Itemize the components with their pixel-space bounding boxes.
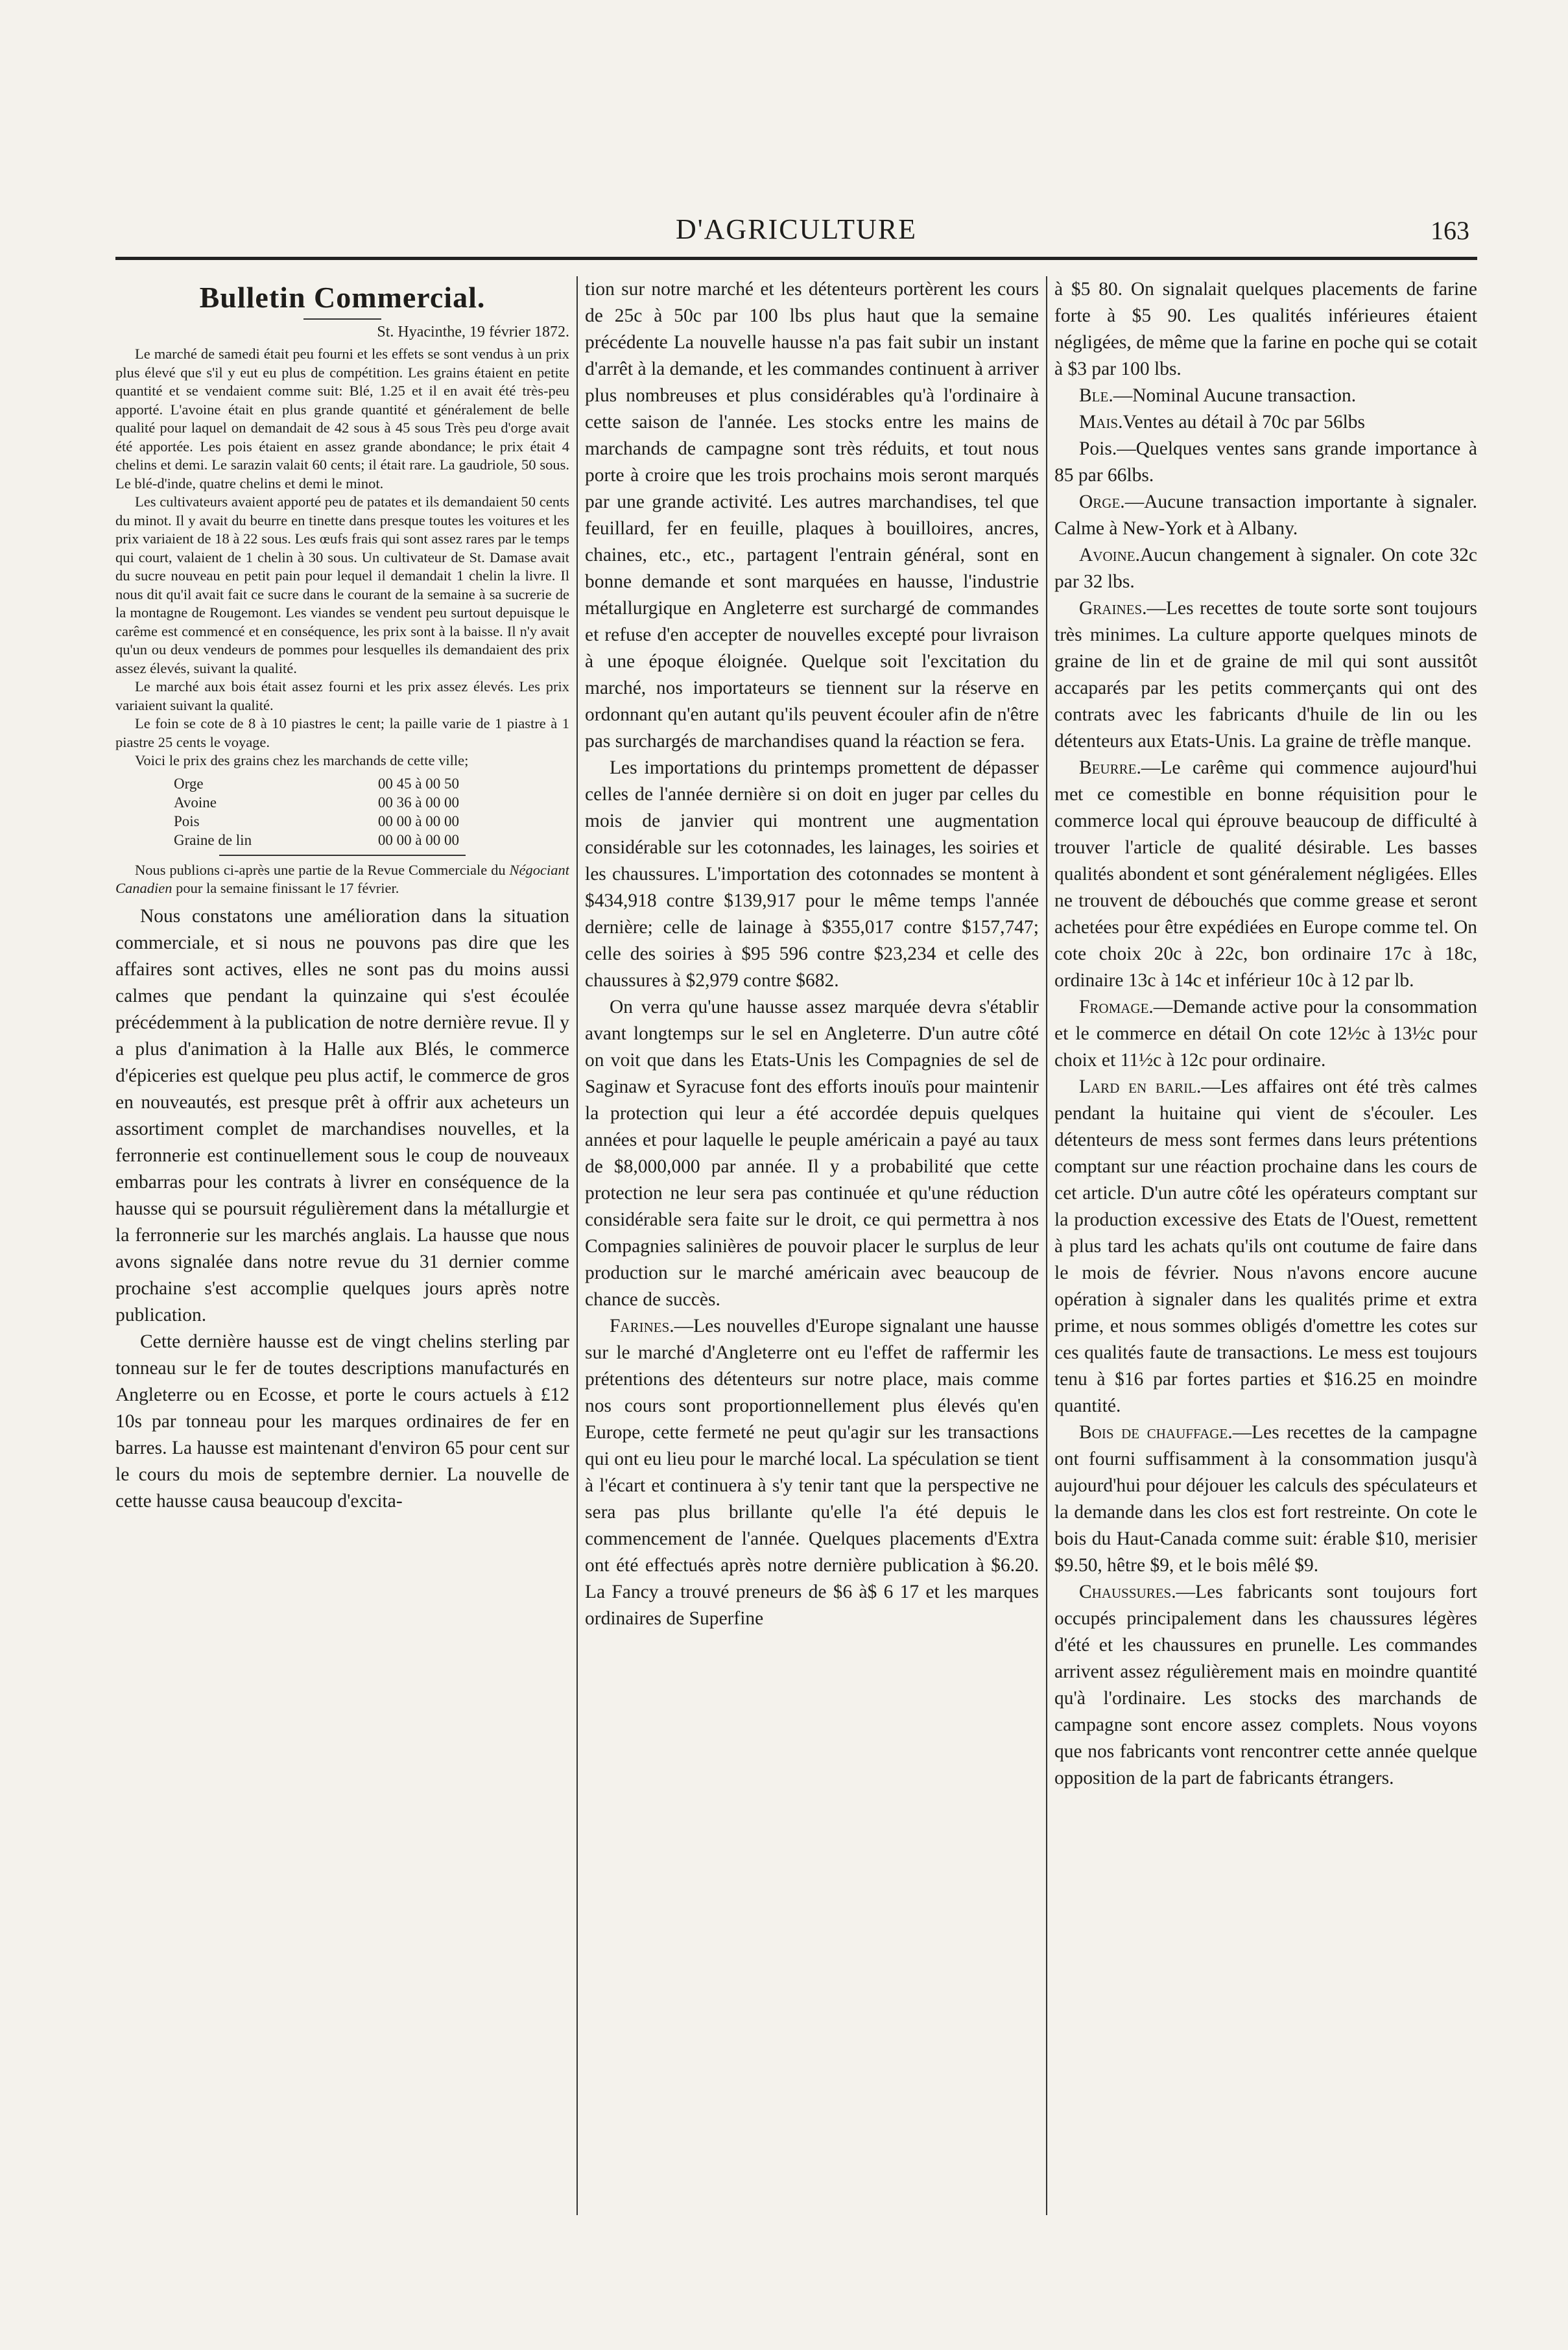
entry-label: Farines.: [610, 1316, 674, 1336]
running-title: D'AGRICULTURE: [675, 213, 918, 245]
grain-price: 00 45 à 00 50: [377, 775, 460, 792]
bulletin-title: Bulletin Commercial.: [199, 281, 486, 314]
column-divider: [1046, 276, 1047, 2215]
entry-text: —Les affaires ont été très calmes pendant la huitaine qui vient de s'écouler. Les détenteurs de mess sont fermes dans leurs prétentions comptant sur une réaction prochaine dans les cours de cet article. D'un autre côté les opérateurs comptant sur la production excessive des Etats de l'Ouest, remettent à plus tard les achats qu'ils ont coutume de faire dans le mois de février. Nous n'avons encore aucune opération à signaler dans les qualités prime et extra prime, et nous sommes obligés d'omettre les cotes sur ces qualités faute de transactions. Le mess est toujours tenu à $16 par fortes parties et $16.25 en moindre quantité.: [1054, 1076, 1477, 1416]
grain-price-table: [174, 774, 569, 849]
note-text: pour la semaine finissant le 17 février.: [172, 880, 399, 896]
entry-text: Aucun changement à signaler. On cote 32c par 32 lbs.: [1054, 545, 1477, 592]
market-paragraph: Le marché aux bois était assez fourni et les prix assez élevés. Les prix variaient suivant la qualité.: [115, 678, 569, 713]
entry-label: Ble.: [1079, 385, 1113, 406]
entry-text: —Nominal Aucune transaction.: [1113, 385, 1357, 406]
entry-label: Avoine.: [1079, 545, 1140, 565]
review-paragraph: à $5 80. On signalait quelques placements de farine forte à $5 90. Les qualités inférieures étaient négligées, de même que la farine en poche qui se cotait à $3 par 100 lbs.: [1054, 279, 1477, 379]
market-entry: [1054, 436, 1477, 489]
entry-text: Ventes au détail à 70c par 56lbs: [1123, 412, 1365, 433]
entry-text: —Les recettes de la campagne ont fourni suffisamment à la consommation jusqu'à aujourd'hui pour déjouer les calculs des spéculateurs et la demande dans les clos est fort restreinte. On cote le bois du Haut-Canada comme suit: érable $10, merisier $9.50, hêtre $9, et le bois mêlé $9.: [1054, 1422, 1477, 1576]
journal-name: Négociant Canadien: [115, 861, 569, 896]
entry-label: Mais.: [1079, 412, 1123, 433]
review-paragraph: Les importations du printemps promettent de dépasser celles de l'année dernière si on doit en juger par celles du mois de janvier qui montrent une augmentation considérable sur les cotonnades, les lainages, les soiries et les chaussures. L'importation des cotonnades se montent à $434,918 contre $139,917 pour le même temps l'année dernière; celle de lainage à $355,017 contre $157,747; celle des soiries à $95 596 contre $23,234 et celle des chaussures à $2,979 contre $682.: [585, 757, 1039, 991]
entry-label: Chaussures.: [1079, 1582, 1176, 1602]
entry-text: —Demande active pour la consommation et le commerce en détail On cote 12½c à 13½c pour choix et 11½c à 12c pour ordinaire.: [1054, 997, 1477, 1071]
title-rule: [303, 318, 381, 320]
market-entry: [1054, 1579, 1477, 1792]
entry-label: Bois de chauffage.: [1079, 1422, 1233, 1443]
header-rule: [115, 257, 1477, 260]
grain-name: Pois: [174, 813, 200, 829]
entry-label: Beurre.: [1079, 757, 1141, 778]
grain-price: 00 00 à 00 00: [377, 813, 460, 829]
note-text: Nous publions ci-après une partie de la Revue Commerciale du: [135, 861, 510, 878]
market-entry: [1054, 542, 1477, 595]
entry-label: Graines.: [1079, 598, 1147, 619]
column-divider: [576, 276, 578, 2215]
review-paragraph: On verra qu'une hausse assez marquée devra s'établir avant longtemps sur le sel en Angleterre. D'un autre côté on voit que dans les Etats-Unis les Compagnies de sel de Saginaw et Syracuse font des efforts inouïs pour maintenir la protection qui leur a été accordée depuis quelques années et pour laquelle le peuple américain a payé au taux de $8,000,000 par année. Il y a probabilité que cette protection ne leur sera pas continuée et qu'une réduction considérable sera faite sur le droit, ce qui permettra à nos Compagnies salinières de pouvoir placer le surplus de leur production sur le marché américain avec beaucoup de chance de succès.: [585, 997, 1039, 1310]
page-number: 163: [1431, 216, 1469, 245]
table-row: [174, 793, 569, 812]
market-paragraph: Le foin se cote de 8 à 10 piastres le cent; la paille varie de 1 piastre à 1 piastre 25 cents le voyage.: [115, 715, 569, 750]
market-entry: [1054, 409, 1477, 436]
market-paragraph: Les cultivateurs avaient apporté peu de patates et ils demandaient 50 cents du minot. Il y avait du beurre en tinette dans presque toutes les voitures et les prix variaient de 18 à 22 sous. Les œufs frais qui sont assez rares par le temps qui court, valaient de 1 chelin à 30 sous. Un cultivateur de St. Damase avait du sucre nouveau en petit pain pour lequel il demandait 1 chelin la livre. Il nous dit qu'il avait fait ce sucre dans le courant de la semaine à sa sucrerie de la montagne de Rougemont. Les viandes se vendent peu surtout depuisque le carême est commencé et en conséquence, les prix sont à la baisse. Il n'y avait qu'un ou deux vendeurs de pommes pour lesquelles ils demandaient des prix assez élevés, suivant la qualité.: [115, 493, 569, 676]
market-entry: [1054, 595, 1477, 755]
table-row: [174, 774, 569, 793]
entry-text: —Les nouvelles d'Europe signalant une hausse sur le marché d'Angleterre ont eu l'effet de raffermir les prétentions des détenteurs sur notre place, mais comme nos cours sont proportionnellement plus élevés qu'en Europe, cette fermeté ne peut qu'agir sur les transactions qui ont eu lieu pour le marché local. La spéculation se tient à l'écart et continuera à s'y tenir tant que la perspective ne sera pas plus brillante qu'elle l'a été depuis le commencement de l'année. Quelques placements d'Extra ont été effectués après notre dernière publication à $6.20. La Fancy a trouvé preneurs de $6 à$ 6 17 et les marques ordinaires de Superfine: [585, 1316, 1039, 1629]
grain-name: Orge: [174, 775, 204, 792]
market-entry: [1054, 1419, 1477, 1579]
review-paragraph: tion sur notre marché et les détenteurs portèrent les cours de 25c à 50c par 100 lbs plus haut que la semaine précédente La nouvelle hausse n'a pas fait subir un instant d'arrêt à la demande, et les commandes continuent à arriver plus nombreuses et plus considérables qu'à l'ordinaire à cette saison de l'année. Les stocks entre les mains de marchands de campagne sont très réduits, et tout nous porte à croire que les trois prochains mois seront marqués par une grande activité. Les autres marchandises, tel que feuillard, fer en feuille, plaques à bouilloires, ancres, chaines, etc., etc., partagent l'entrain général, sont en bonne demande et sont marquées en hausse, l'industrie métallurgique en Angleterre est surchargé de commandes et refuse d'en accepter de nouvelles excepté pour livraison à une époque éloignée. Quelque soit l'excitation du marché, nos importateurs se tiennent sur la réserve en ordonnant qu'en autant qu'ils peuvent écouler afin de n'être pas surchargés de marchandises quand la réaction se fera.: [585, 279, 1039, 752]
entry-text: Pois.—Quelques ventes sans grande importance à 85 par 66lbs.: [1054, 438, 1477, 486]
review-paragraph: Cette dernière hausse est de vingt chelins sterling par tonneau sur le fer de toutes descriptions manufacturés en Angleterre ou en Ecosse, et porte le cours actuels à £12 10s par tonneau pour les marques ordinaires de fer en barres. La hausse est maintenant d'environ 65 pour cent sur le cours du mois de septembre dernier. La nouvelle de cette hausse causa beaucoup d'excita-: [115, 1331, 569, 1512]
column-1: [115, 276, 569, 2312]
market-entry: [1054, 383, 1477, 409]
dateline: St. Hyacinthe, 19 février 1872.: [377, 324, 569, 340]
entry-label: Lard en baril.: [1079, 1076, 1202, 1097]
market-paragraph: Le marché de samedi était peu fourni et les effets se sont vendus à un prix plus élevé que s'il y eut eu plus de compétition. Les grains étaient en petite quantité et se vendaient comme suit: Blé, 1.25 et il en avait été très-peu apporté. L'avoine était en plus grande quantité et généralement de belle qualité pour laquel on demandait de 42 sous à 45 sous Très peu d'orge avait été apportée. Les pois étaient en assez grande abondance; le prix était 4 chelins et demi. Le sarazin valait 60 cents; il était rare. La gaudriole, 50 sous. Le blé-d'inde, quatre chelins et demi le minot.: [115, 346, 569, 492]
market-entry: [1054, 994, 1477, 1074]
entry-text: —Le carême qui commence aujourd'hui met ce comestible en bonne réquisition pour le commerce local qui éprouve beaucoup de difficulté à trouver l'article de qualité désirable. Les basses qualités abondent et sont généralement négligées. Elles ne trouvent de débouchés que comme grease et seront achetées pour être expédiées en Europe comme tel. On cote choix 20c à 22c, bon ordinaire 17c à 18c, ordinaire 13c à 14c et inférieur 10c à 12 par lb.: [1054, 757, 1477, 991]
entry-label: Fromage.: [1079, 997, 1154, 1017]
table-row: [174, 812, 569, 831]
section-rule: [219, 855, 466, 856]
grain-name: Graine de lin: [174, 831, 252, 848]
farines-entry: [585, 1313, 1039, 1632]
source-note: [115, 861, 569, 898]
market-entry: [1054, 755, 1477, 994]
column-2: [585, 276, 1039, 2312]
grain-name: Avoine: [174, 794, 217, 811]
table-row: [174, 831, 569, 849]
review-paragraph: Nous constatons une amélioration dans la situation commerciale, et si nous ne pouvons pas dire que les affaires sont actives, elles ne sont pas du moins aussi calmes que pendant la quinzaine qui s'est écoulée précédemment à la publication de notre dernière revue. Il y a plus d'animation à la Halle aux Blés, le commerce d'épiceries est quelque peu plus actif, le commerce de gros en nouveautés, est presque prêt à offrir aux acheteurs un assortiment complet de marchandises nouvelles, et la ferronnerie est continuellement sous le coup de nouveaux embarras pour les contrats à livrer en conséquence de la hausse qui se poursuit régulièrement dans la métallurgie et la ferronnerie sur les marchés anglais. La hausse que nous avons signalée dans notre revue du 31 dernier comme prochaine s'est accomplie quelques jours après notre publication.: [115, 905, 569, 1325]
column-3: [1054, 276, 1477, 2312]
market-entry: [1054, 1074, 1477, 1419]
entry-text: —Aucune transaction importante à signaler. Calme à New-York et à Albany.: [1054, 492, 1477, 539]
page-header: [115, 206, 1477, 258]
market-paragraph: Voici le prix des grains chez les marchands de cette ville;: [135, 752, 469, 768]
grain-price: 00 00 à 00 00: [377, 831, 460, 848]
entry-text: —Les recettes de toute sorte sont toujours très minimes. La culture apporte quelques minots de graine de lin et de graine de mil qui sont aussitôt accaparés par les petits commerçants qui ont des contrats avec les fabricants d'huile de lin ou les détenteurs aux Etats-Unis. La graine de trèfle manque.: [1054, 598, 1477, 752]
entry-text: —Les fabricants sont toujours fort occupés principalement dans les chaussures légères d'été et les chaussures en prunelle. Les commandes arrivent assez régulièrement mais en moindre quantité qu'à l'ordinaire. Les stocks des marchands de campagne sont encore assez complets. Nous voyons que nos fabricants vont rencontrer cette année quelque opposition de la part de fabricants étrangers.: [1054, 1582, 1477, 1788]
entry-label: Orge.: [1079, 492, 1125, 512]
grain-price: 00 36 à 00 00: [377, 794, 460, 811]
market-entry: [1054, 489, 1477, 542]
